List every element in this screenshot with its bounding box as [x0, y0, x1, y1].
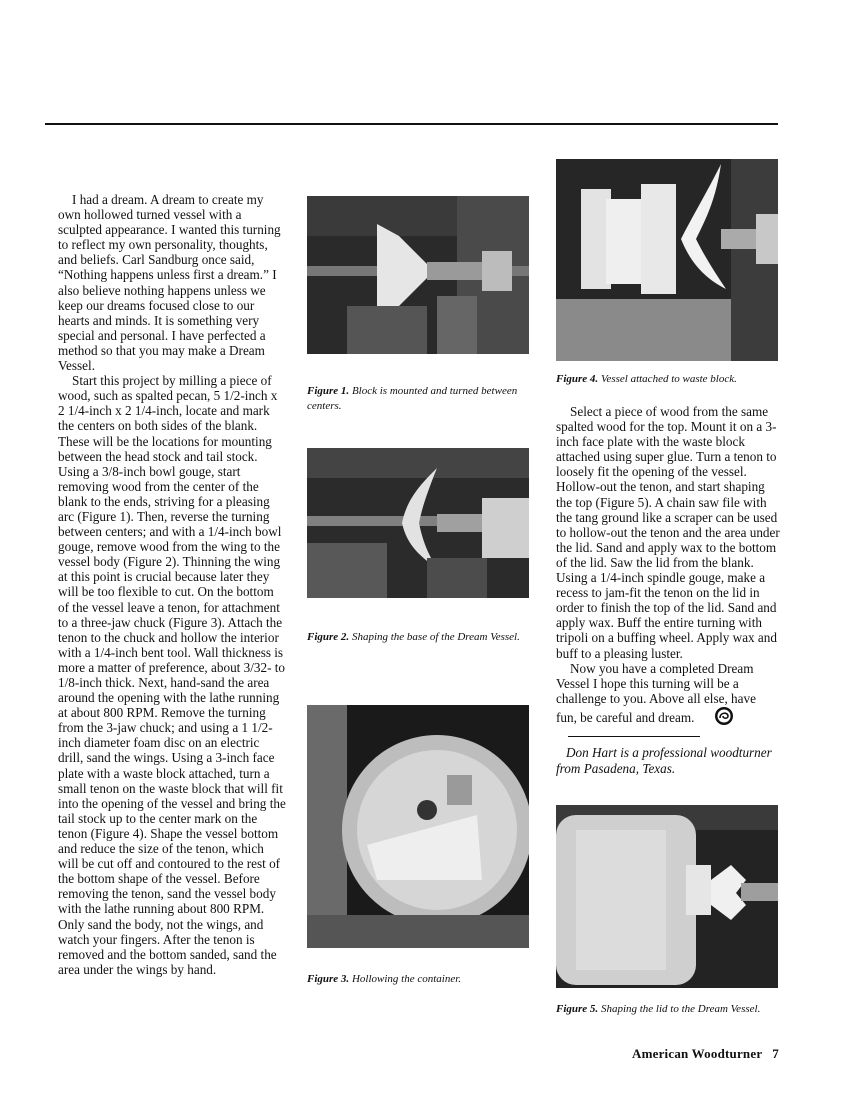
paragraph-instructions: Start this project by milling a piece of wood, such as spalted pecan, 5 1/2-inch x 2 1/4-inch x 2 1/4-inch, locate and mark the centers on both sides of the blank. These will be the locations for mounting between the head stock and tail stock. Using a 3/8-inch bowl gouge, start removing wood from the center of the blank to the ends, striving for a pleasing arc (Figure 1). Then, reverse the turning between centers; and with a 1/4-inch bowl gouge, remove wood from the wing to the vessel body (Figure 2). Thinning the wing at this point is crucial because later they will be too flexible to cut. On the bottom of the vessel leave a tenon, for attachment to a three-jaw chuck (Figure 3). Attach the tenon to the chuck and hollow the interior with a 1/4-inch bent tool. Wall thickness is more a matter of preference, about 3/32- to 1/8-inch thick. Next, hand-sand the area around the opening with the lathe running at about 800 RPM. Remove the turning from the 3-jaw chuck; and using a 1 1/2-inch diameter foam disc on an electric drill, sand the wings. Using a 3-inch face plate with a waste block attached, turn a small tenon on the waste block that will fit into the opening of the vessel and bring the tail stock up to the center mark on the tenon (Figure 4). Shape the vessel bottom and reduce the size of the tenon, which will be cut off and contoured to the rest of the bottom shape of the vessel. Before removing the tenon, sand the vessel body with the lathe running about 800 RPM. Only sand the body, not the wings, and watch your fingers. After the tenon is removed and the bottom sanded, sand the area under the wings by hand.	[58, 373, 286, 977]
figure-4-photo	[556, 159, 778, 361]
paragraph-intro: I had a dream. A dream to create my own hollowed turned vessel with a sculpted appearance. I wanted this turning to reflect my own personality, thoughts, and beliefs. Carl Sandburg once said, “Nothing happens unless first a dream.” I also believe nothing happens unless we keep our dreams focused close to our hearts and minds. It is something very special and personal. I have perfected a method so that you may make a Dream Vessel.	[58, 192, 281, 374]
figure-3-caption-text: Hollowing the container.	[351, 973, 462, 985]
figure-1-label: Figure 1.	[307, 385, 350, 397]
paragraph-conclusion	[556, 661, 780, 726]
article-column-3	[556, 404, 780, 777]
figure-1-photo	[307, 196, 529, 354]
figure-2-caption-text: Shaping the base of the Dream Vessel.	[351, 631, 520, 643]
figure-5-caption	[556, 1002, 778, 1017]
figure-4-caption	[556, 372, 778, 387]
paragraph-conclusion-text: Now you have a completed Dream Vessel I hope this turning will be a challenge to you. Above all else, have fun, be careful and dream.	[556, 660, 756, 725]
figure-5-label: Figure 5.	[556, 1003, 599, 1015]
article-column-1	[58, 192, 286, 977]
paragraph-lid: Select a piece of wood from the same spalted wood for the top. Mount it on a 3-inch face plate with the waste block attached using super glue. Turn a tenon to loosely fit the opening of the vessel. Hollow-out the tenon, and start shaping the top (Figure 5). A chain saw file with the tang ground like a scraper can be used to hollow-out the tenon and the area under the lid. Sand and apply wax to the bottom of the lid. Saw the lid from the blank. Using a 1/4-inch spindle gouge, make a recess to jam-fit the tenon on the lid in order to finish the top of the lid. Sand and apply wax. Buff the entire turning with tripoli on a buffing wheel. Apply wax and buff to a pleasing luster.	[556, 404, 780, 661]
figure-4-label: Figure 4.	[556, 373, 599, 385]
figure-5-caption-text: Shaping the lid to the Dream Vessel.	[600, 1003, 761, 1015]
page-footer	[632, 1046, 779, 1062]
figure-3-photo	[307, 705, 529, 948]
figure-5-photo	[556, 805, 778, 988]
figure-1-caption-text: Block is mounted and turned between centers.	[307, 385, 518, 412]
figure-3-label: Figure 3.	[307, 973, 350, 985]
publication-name: American Woodturner	[632, 1046, 763, 1061]
end-mark-icon	[700, 706, 720, 726]
byline-rule	[568, 736, 700, 737]
figure-1-caption	[307, 384, 527, 414]
figure-3-caption	[307, 972, 527, 987]
figure-2-photo	[307, 448, 529, 598]
figure-4-caption-text: Vessel attached to waste block.	[600, 373, 737, 385]
header-rule	[45, 123, 778, 125]
page-number: 7	[772, 1046, 779, 1061]
figure-2-caption	[307, 630, 527, 645]
figure-2-label: Figure 2.	[307, 631, 350, 643]
author-byline: Don Hart is a professional woodturner from Pasadena, Texas.	[556, 744, 772, 776]
